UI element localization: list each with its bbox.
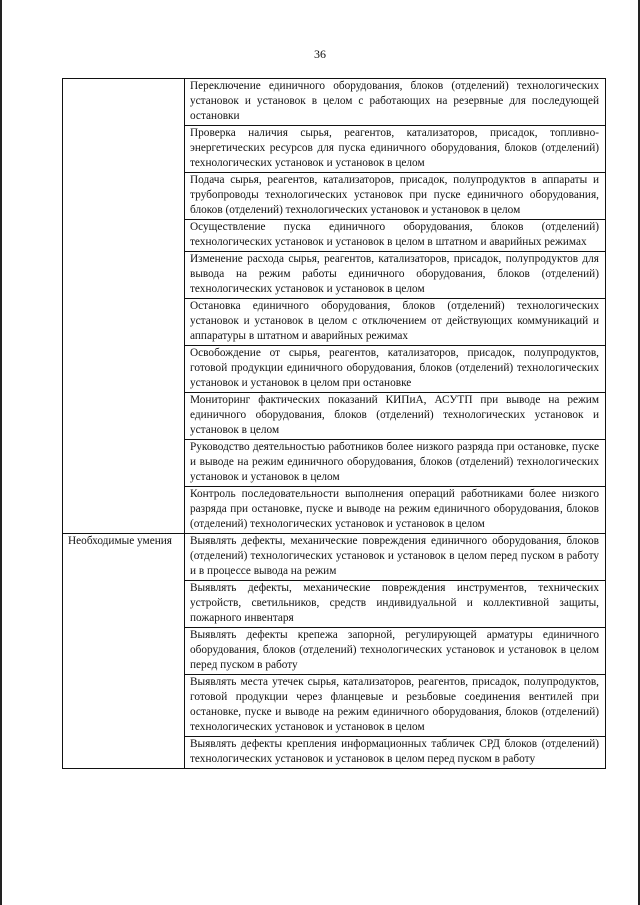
table-cell: Подача сырья, реагентов, катализаторов, присадок, полупродуктов в аппараты и трубопроводы технологических установок при пуске единичного оборудования, блоков (отделений) технологических установок и установок в целом	[185, 173, 606, 220]
table-cell: Выявлять дефекты, механические повреждения единичного оборудования, блоков (отделений) технологических установок и установок в целом перед пуском в работу и в процессе вывода на режим	[185, 534, 606, 581]
table-cell: Проверка наличия сырья, реагентов, катализаторов, присадок, топливно-энергетических ресурсов для пуска единичного оборудования, блоков (отделений) технологических установок и установок в целом	[185, 126, 606, 173]
table-cell: Остановка единичного оборудования, блоков (отделений) технологических установок и установок в целом с отключением от действующих коммуникаций и аппаратуры в штатном и аварийных режимах	[185, 299, 606, 346]
table-cell: Освобождение от сырья, реагентов, катализаторов, присадок, полупродуктов, готовой продукции единичного оборудования, блоков (отделений) технологических установок и установок в целом при остановке	[185, 346, 606, 393]
requirements-table	[62, 78, 606, 769]
table-cell: Мониторинг фактических показаний КИПиА, АСУТП при выводе на режим единичного оборудования, блоков (отделений) технологических установок и установок в целом	[185, 393, 606, 440]
table-cell: Переключение единичного оборудования, блоков (отделений) технологических установок и установок в целом с работающих на резервные для последующей остановки	[185, 79, 606, 126]
table-cell: Выявлять дефекты крепления информационных табличек СРД блоков (отделений) технологических установок и установок в целом перед пуском в работу	[185, 737, 606, 769]
section-label: Необходимые умения	[63, 534, 185, 769]
table-row	[63, 79, 606, 126]
table-cell: Контроль последовательности выполнения операций работниками более низкого разряда при остановке, пуске и выводе на режим единичного оборудования, блоков (отделений) технологических установок и установок в целом	[185, 487, 606, 534]
scan-border-left	[0, 0, 2, 905]
table-cell: Руководство деятельностью работников более низкого разряда при остановке, пуске и выводе на режим единичного оборудования, блоков (отделений) технологических установок и установок в целом	[185, 440, 606, 487]
table-cell: Изменение расхода сырья, реагентов, катализаторов, присадок, полупродуктов для вывода на режим работы единичного оборудования, блоков (отделений) технологических установок и установок в целом	[185, 252, 606, 299]
table-cell: Осуществление пуска единичного оборудования, блоков (отделений) технологических установок и установок в целом в штатном и аварийных режимах	[185, 220, 606, 252]
section-label	[63, 79, 185, 534]
page-number: 36	[314, 47, 326, 61]
table-cell: Выявлять места утечек сырья, катализаторов, реагентов, присадок, полупродуктов, готовой продукции через фланцевые и резьбовые соединения вентилей при остановке, пуске и выводе на режим единичного оборудования, блоков (отделений) технологических установок и установок в целом	[185, 675, 606, 737]
table-row	[63, 534, 606, 581]
table-cell: Выявлять дефекты, механические повреждения инструментов, технических устройств, светильников, средств индивидуальной и коллективной защиты, пожарного инвентаря	[185, 581, 606, 628]
table-cell: Выявлять дефекты крепежа запорной, регулирующей арматуры единичного оборудования, блоков (отделений) технологических установок и установок в целом перед пуском в работу	[185, 628, 606, 675]
